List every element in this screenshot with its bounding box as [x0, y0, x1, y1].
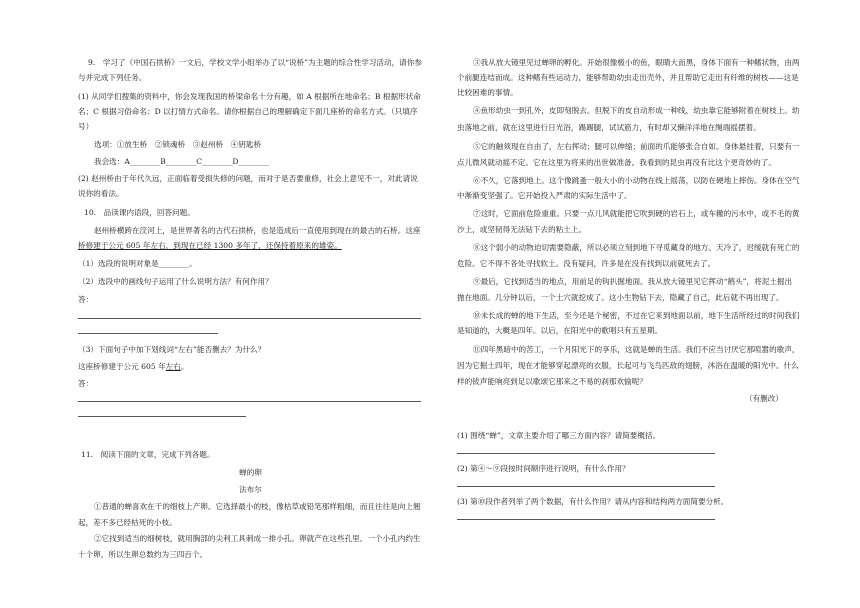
- para9-line2: 抛在地面。几分钟以后，一个土穴就挖成了。这小生物钻下去，隐藏了自己，此后就不再出现了。: [457, 293, 784, 302]
- q10-passage-line1: 赵州桥横跨在洨河上，是世界著名的古代石拱桥，也是造成后一直使用到现在的最古的石桥。这座: [94, 226, 421, 235]
- para5-line2: 点儿微风就动摇不定。它在这里为将来的出世做准备。我看到的昆虫再没有比这个更奇妙的了。: [457, 158, 776, 167]
- para11-line3: 样的钹声能响亮到足以歌颂它那来之不易的刹那欢愉呢？: [457, 377, 647, 386]
- q9-answers: 我会选：A________B________C________D________: [94, 157, 269, 166]
- para6-line2: 中渐渐变坚强了。它开始投入严肃的实际生活中了。: [457, 191, 632, 200]
- para8-line1: ⑧这个弱小的动物迫切需要隐蔽，所以必须立刻到地下寻觅藏身的地方。天冷了，迟缓就有死亡的: [473, 243, 800, 252]
- article-title: 蝉的卵: [239, 468, 262, 477]
- q9-line2: 与并完成下列任务。: [78, 73, 147, 82]
- q9-options: 选项：①放生桥 ②锁魂桥 ③赵州桥 ④钥匙桥: [94, 140, 262, 149]
- para7-line1: ⑦这时，它面前危险重重。只要一点儿风就能把它吹到硬的岩石上，或车辙的污水中，或不毛的黄: [473, 209, 800, 218]
- q9-p1-line1: (1) 从同学们搜集的资料中，你会发现我国的桥梁命名十分有趣，如 A 根据所在地命名；B 根据形状命: [78, 92, 421, 101]
- answer-line: [78, 333, 218, 334]
- question-3: (3) 第⑩段作者列举了两个数据，有什么作用？请从内容和结构两方面简要分析。: [457, 497, 729, 506]
- para9-line1: ⑨最后，它找到适当的地点，用前足的钩扒掘地面。我从放大镜里见它挥动“鹤头”，将泥土掘出: [473, 277, 793, 286]
- question-1: (1) 围绕“蝉”，文章主要介绍了哪三方面内容？请简要概括。: [457, 431, 661, 440]
- q10-sentence-b: 。: [180, 362, 189, 371]
- q11-title: 11. 阅读下面的文章，完成下列各题。: [81, 450, 215, 459]
- source-note: （有删改）: [745, 394, 783, 403]
- q9-line1: 9. 学习了《中国石拱桥》一文后，学校文学小组举办了以“说桥”为主题的综合性学习活动，请你参: [88, 58, 422, 67]
- para3-line3: 比较困难的事情。: [457, 88, 518, 97]
- para11-line2: 因为它掘土四年，现在才能够穿起漂亮的衣服，长起可与飞鸟匹敌的翅膀，沐浴在温暖的阳光中。什么: [457, 361, 799, 370]
- q10-title: 10. 品读课内语段，回答问题。: [84, 208, 195, 217]
- q10-sentence-a: 这座桥修建于公元 605 年: [78, 362, 166, 371]
- q10-answer-label2: 答：: [78, 379, 94, 388]
- q10-sentence: [78, 361, 188, 372]
- para4-line1: ④鱼形幼虫一到孔外，皮即刻脱去。但脱下的皮自动形成一种线，幼虫靠它能够附着在树枝上。幼: [473, 106, 800, 115]
- para2-line1: ②它找到适当的细树枝，就用胸部的尖利工具刺成一排小孔。卵就产在这些孔里。一个小孔内约生: [94, 534, 421, 543]
- q9-p1-line2: 名；C 根据习俗命名；D 以打情方式命名。请你根据自己的理解确定下面几座桥的命名方式。（只填序: [78, 107, 418, 116]
- q10-answer-label: 答：: [78, 295, 94, 304]
- para5-line1: ⑤它的触须现在自由了，左右挥动；腿可以伸缩；前面的爪能够张合自如。身体悬挂着，只要有一: [473, 142, 800, 151]
- q10-sentence-underlined: 左右: [165, 362, 181, 371]
- article-author: 法布尔: [239, 485, 262, 494]
- q10-sub3: （3）下面句子中加下划线词“左右”能否删去？为什么？: [78, 345, 266, 354]
- para11-line1: ⑪四年黑暗中的苦工，一个月阳光下的享乐，这就是蝉的生活。我们不应当讨厌它那喧嚣的歌声，: [473, 345, 800, 354]
- q9-p2-line1: (2) 赵州桥由于年代久远，正面临着受损失修的问题，而对于是否要重修，社会上意见不一，对此请说: [78, 174, 418, 183]
- answer-line: [78, 416, 246, 417]
- para7-line2: 沙上，或坚韧得无法钻下去的粘土上。: [457, 225, 587, 234]
- q9-p2-line2: 说你的看法。: [78, 189, 124, 198]
- para3-line2: 个前腿连结而成。这种鳍有些运动力，能够帮助幼虫走出壳外，并且帮助它走出有纤维的树枝——这是: [457, 73, 799, 82]
- answer-line: [457, 486, 715, 487]
- q10-sub1: （1）选段的说明对象是________。: [78, 259, 197, 268]
- q10-sub2: （2）选段中的画线句子运用了什么说明方法？有何作用？: [78, 277, 273, 286]
- q9-p1-line3: 号）: [78, 122, 94, 131]
- para6-line1: ⑥不久，它落到地上。这个像跳蚤一般大小的小动物在线上摇荡，以防在硬地上摔伤。身体在空气: [473, 176, 800, 185]
- para10-line2: 是知道的，大概是四年。以后，在阳光中的歌唱只有五星期。: [457, 326, 663, 335]
- answer-line: [457, 453, 715, 454]
- para2-line2: 十个卵，所以生卵总数约为三四百个。: [78, 550, 208, 559]
- para3-line1: ③我从放大镜里见过蝉卵的孵化。开始很像极小的鱼，眼睛大而黑，身体下面有一种鳍状物，由两: [473, 58, 800, 67]
- para1-line1: ①普通的蝉喜欢在干的细枝上产卵。它选择最小的枝，像枯草或铅笔那样粗细，而且往往是向上翘: [94, 502, 421, 511]
- question-2: (2) 第④～⑨段按时间顺序进行说明，有什么作用？: [457, 464, 630, 473]
- para4-line2: 虫落地之前，就在这里进行日光浴，踢踢腿，试试筋力，有时却又懒洋洋地在绳端摇摆着。: [457, 123, 761, 132]
- answer-line: [78, 401, 421, 402]
- para8-line2: 危险。它不得不各处寻找软土。没有疑问，许多是在没有找到以前就死去了。: [457, 259, 716, 268]
- answer-line: [457, 519, 715, 520]
- para10-line1: ⑩未长成的蝉的地下生活，至今还是个秘密，不过在它来到地面以前，地下生活所经过的时间我们: [473, 311, 800, 320]
- q10-passage-line2: 桥修建于公元 605 年左右，到现在已经 1300 多年了，还保持着原来的雄姿。: [78, 241, 342, 250]
- answer-line: [78, 318, 421, 319]
- para1-line2: 起，差不多已经枯死的小枝。: [78, 518, 177, 527]
